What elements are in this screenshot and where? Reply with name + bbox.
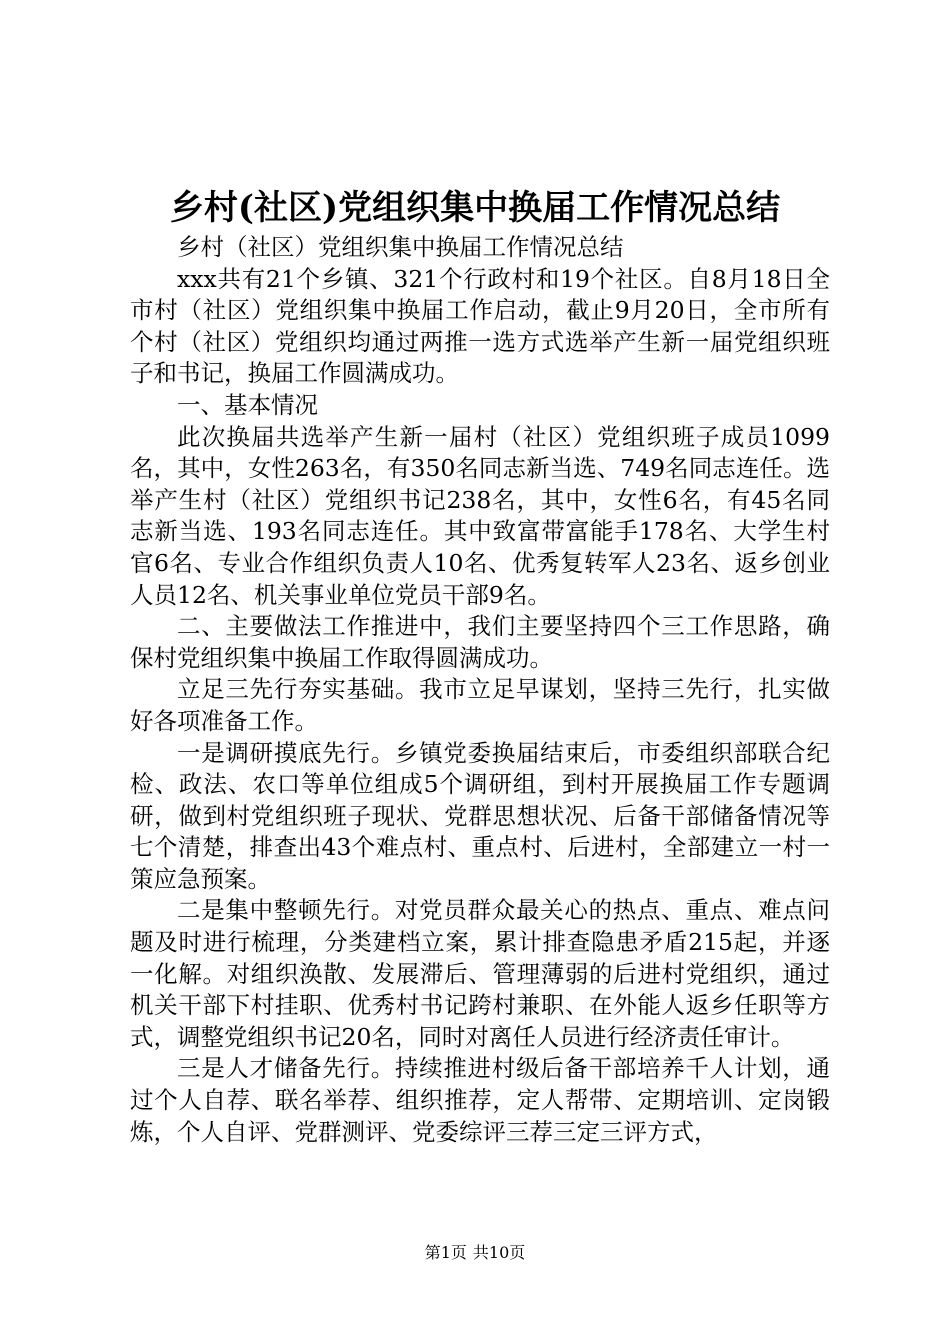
paragraph-rectify-first: 二是集中整顿先行。对党员群众最关心的热点、重点、难点问题及时进行梳理，分类建档立案，累计排查隐患矛盾215起，并逐一化解。对组织涣散、发展滞后、管理薄弱的后进村党组织，通过机关干部下村挂职、优秀村书记跨村兼职、在外能人返乡任职等方式，调整党组织书记20名，同时对离任人员进行经济责任审计。	[130, 896, 830, 1051]
paragraph-basic-info: 此次换届共选举产生新一届村（社区）党组织班子成员1099名，其中，女性263名，有350名同志新当选、749名同志连任。选举产生村（社区）党组织书记238名，其中，女性6名，有45名同志新当选、193名同志连任。其中致富带富能手178名、大学生村官6名、专业合作组织负责人10名、优秀复转军人23名、返乡创业人员12名、机关事业单位党员干部9名。	[130, 422, 830, 609]
page-number-current: 第1页	[424, 1243, 467, 1262]
section-heading-methods: 二、主要做法工作推进中，我们主要坚持四个三工作思路，确保村党组织集中换届工作取得圆满成功。	[130, 612, 830, 672]
page-footer	[0, 1242, 950, 1264]
section-heading-basic: 一、基本情况	[177, 390, 318, 419]
paragraph-talent-first: 三是人才储备先行。持续推进村级后备干部培养千人计划，通过个人自荐、联名举荐、组织推荐，定人帮带、定期培训、定岗锻炼，个人自评、党群测评、党委综评三荐三定三评方式，	[130, 1054, 830, 1146]
paragraph-intro: xxx共有21个乡镇、321个行政村和19个社区。自8月18日全市村（社区）党组织集中换届工作启动，截止9月20日，全市所有个村（社区）党组织均通过两推一选方式选举产生新一届党组织班子和书记，换届工作圆满成功。	[130, 264, 830, 388]
document-title: 乡村(社区)党组织集中换届工作情况总结	[169, 188, 781, 228]
paragraph-subtitle: 乡村（社区）党组织集中换届工作情况总结	[177, 233, 624, 261]
page-number-total: 共10页	[472, 1243, 526, 1262]
paragraph-three-firsts: 立足三先行夯实基础。我市立足早谋划，坚持三先行，扎实做好各项准备工作。	[130, 675, 830, 735]
paragraph-research-first: 一是调研摸底先行。乡镇党委换届结束后，市委组织部联合纪检、政法、农口等单位组成5个调研组，到村开展换届工作专题调研，做到村党组织班子现状、党群思想状况、后备干部储备情况等七个清楚，排查出43个难点村、重点村、后进村，全部建立一村一策应急预案。	[130, 738, 830, 893]
document-body	[130, 232, 830, 1148]
